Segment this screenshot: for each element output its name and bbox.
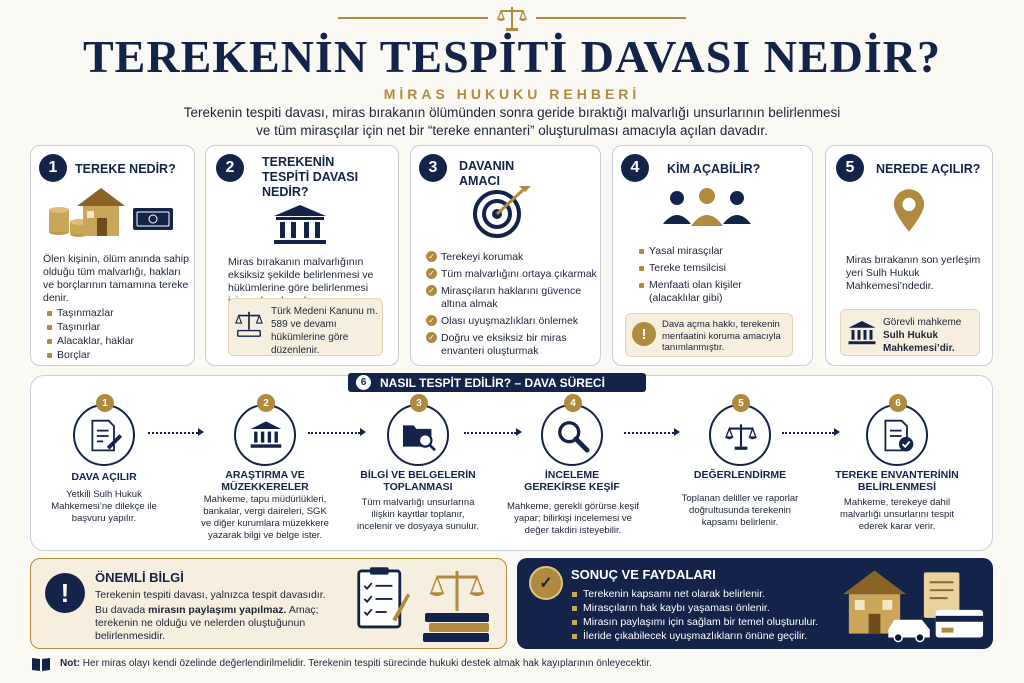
step-circle [709, 404, 771, 466]
card-text: Ölen kişinin, ölüm anında sahip olduğu tüm malvarlığı, hakları ve borçlarının tamamına tereke denir. [43, 253, 189, 304]
property-assets-icon [839, 564, 987, 644]
check-icon: ✓ [426, 285, 437, 296]
step-text: Mahkeme, terekeye dahil malvarlığı unsurlarını tespit ederek karar verir. [839, 497, 955, 532]
list-item: Terekenin kapsamı net olarak belirlenir. [583, 588, 766, 600]
list-item: ✓ Tüm malvarlığını ortaya çıkarmak [441, 268, 597, 281]
courthouse-icon [249, 420, 283, 450]
medal-check-icon: ✓ [529, 566, 563, 600]
list-item: Mirasçıların hak kaybı yaşaması önlenir. [583, 602, 770, 614]
exclamation-icon: ! [45, 573, 85, 613]
card-title: TEREKE NEDİR? [75, 162, 176, 176]
step-number: 1 [96, 394, 114, 412]
scale-of-justice-icon [724, 421, 758, 451]
important-title: ÖNEMLİ BİLGİ [95, 570, 184, 585]
card-number: 4 [621, 154, 649, 182]
step-text: Mahkeme, gerekli görürse keşif yapar; bilirkişi incelemesi ve değer takdiri isteyebilir. [507, 501, 639, 536]
step-title: ARAŞTIRMA VE MÜZEKKERELER [221, 469, 309, 493]
card-title-line: TEREKENİN [262, 155, 335, 169]
card-title-line: DAVANIN [459, 159, 515, 173]
list-item: Menfaati olan kişiler (alacaklılar gibi) [649, 279, 769, 305]
step-title: DAVA AÇILIR [71, 471, 137, 483]
footnote: Not: Her miras olayı kendi özelinde değerlendirilmelidir. Terekenin tespiti sürecinde hukuki destek almak hak kayıplarının önleyecektir. [60, 658, 652, 669]
courthouse-icon [847, 320, 877, 346]
list-item: ✓ Doğru ve eksiksiz bir miras envanteri oluşturmak [441, 332, 591, 358]
location-pin-icon [892, 188, 926, 234]
check-icon: ✓ [426, 268, 437, 279]
card-number: 5 [836, 154, 864, 182]
list-item: ✓ Terekeyi korumak [441, 251, 523, 264]
law-note-box [228, 298, 383, 356]
connector-arrow [674, 428, 680, 436]
card-dava-nedir [205, 145, 399, 366]
card-title-line: TESPİTİ DAVASI [262, 170, 359, 184]
card-title: NEREDE AÇILIR? [876, 162, 981, 176]
court-note-box [840, 309, 980, 356]
connector-dots [308, 432, 360, 434]
step-number: 2 [257, 394, 275, 412]
folder-search-icon [401, 420, 437, 452]
results-title: SONUÇ VE FAYDALARI [571, 567, 716, 582]
connector-arrow [516, 428, 522, 436]
list-item: Yasal mirasçılar [649, 245, 723, 257]
results-panel [517, 558, 993, 649]
right-note-text: Dava açma hakkı, terekenin menfaatini koruma amacıyla tanımlanmıştır. [662, 319, 781, 353]
connector-arrow [198, 428, 204, 436]
card-number: 3 [419, 154, 447, 182]
magnifier-icon [556, 419, 590, 453]
step-title: DEĞERLENDİRME [693, 469, 787, 481]
people-icon [657, 188, 757, 228]
exclamation-icon: ! [632, 322, 656, 346]
list-item: Alacaklar, haklar [57, 335, 135, 347]
card-number: 2 [216, 154, 244, 182]
law-note-text: Türk Medeni Kanunu m. 589 ve devamı hükümlerine göre düzenlenir. [271, 306, 378, 356]
list-item: Taşınırlar [57, 321, 101, 333]
document-pen-icon [87, 418, 123, 454]
card-kim-acabilir [612, 145, 813, 366]
connector-dots [782, 432, 834, 434]
step-title: İNCELEME GEREKİRSE KEŞİF [524, 469, 620, 493]
connector-arrow [360, 428, 366, 436]
page-subtitle: MİRAS HUKUKU REHBERİ [383, 86, 641, 102]
step-circle [234, 404, 296, 466]
header-rule-left [338, 17, 488, 19]
step-circle [387, 404, 449, 466]
header-rule-right [536, 17, 686, 19]
card-title: KİM AÇABİLİR? [667, 162, 761, 176]
step-circle [541, 404, 603, 466]
list-item: Taşınmazlar [57, 307, 114, 319]
step-text: Tüm malvarlığı unsurlarına ilişkin kayıtlar toplanır, incelenir ve dosyaya sunulur. [357, 497, 479, 532]
step-number: 5 [732, 394, 750, 412]
step-text: Toplanan deliller ve raporlar doğrultusunda terekenin kapsamı belirlenir. [681, 493, 799, 528]
scale-of-justice-icon [496, 4, 528, 32]
card-text: Miras bırakanın son yerleşim yeri Sulh Hukuk Mahkemesi’ndedir. [846, 254, 981, 292]
list-item: Mirasın paylaşımı için sağlam bir temel oluşturulur. [583, 616, 819, 628]
list-item: ✓ Olası uyuşmazlıkları önlemek [441, 315, 578, 328]
step-title: BİLGİ VE BELGELERİN TOPLANMASI [360, 469, 476, 493]
list-item: İleride çıkabilecek uyuşmazlıkların önüne geçilir. [583, 630, 808, 642]
step-number: 3 [410, 394, 428, 412]
card-tereke-nedir [30, 145, 195, 366]
connector-dots [624, 432, 674, 434]
important-line1: Terekenin tespiti davası, yalnızca tespit davasıdır. [95, 589, 326, 601]
step-title: TEREKE ENVANTERİNİN BELİRLENMESİ [835, 469, 959, 493]
card-nerede-acilir [825, 145, 993, 366]
book-icon [30, 656, 52, 672]
assets-icon [47, 184, 177, 244]
page-title: TEREKENİN TESPİTİ DAVASI NEDİR? [82, 31, 941, 82]
connector-arrow [834, 428, 840, 436]
card-davanin-amaci [410, 145, 601, 366]
important-info-panel [30, 558, 507, 649]
step-number: 6 [889, 394, 907, 412]
step-circle [73, 404, 135, 466]
check-icon: ✓ [426, 315, 437, 326]
card-text: Miras bırakanın malvarlığının eksiksiz şekilde belirlenmesi ve hükümlerine göre belirlenmesi [228, 256, 374, 294]
important-line2: Bu davada mirasın paylaşımı yapılmaz. Amaç; terekenin ne olduğu ve nelerden oluştuğunun belirlenmesidir. [95, 604, 319, 642]
list-item: Borçlar [57, 349, 91, 361]
target-icon [469, 184, 533, 240]
step-text: Mahkeme, tapu müdürlükleri, bankalar, vergi daireleri, SGK ve diğer kurumlara müzekkere yazarak bilgi ve belge ister. [201, 494, 329, 541]
connector-dots [148, 432, 198, 434]
connector-dots [464, 432, 516, 434]
step-text: Yetkili Sulh Hukuk Mahkemesi’ne dilekçe ile başvuru yapılır. [51, 489, 157, 524]
step-number: 4 [564, 394, 582, 412]
card-title-line: AMACI [459, 174, 500, 188]
step-circle [866, 404, 928, 466]
intro-text: Terekenin tespiti davası, miras bırakanın ölümünden sonra geride bıraktığı malvarlığı unsurlarının belirlenmesi ve tüm mirasçılar için net bir “tereke ennanteri” oluşturulması amacıyla açılan davadır. [183, 105, 841, 138]
list-item: ✓ Mirasçıların haklarını güvence altına almak [441, 285, 591, 311]
document-check-icon [880, 418, 916, 454]
process-heading: 6 NASIL TESPİT EDİLİR? – DAVA SÜRECİ [348, 373, 646, 392]
card-title-line: NEDİR? [262, 185, 309, 199]
clipboard-checklist-icon [355, 563, 411, 633]
courthouse-icon [272, 204, 328, 246]
card-number: 1 [39, 154, 67, 182]
list-item: Tereke temsilcisi [649, 262, 727, 274]
right-note-box [625, 313, 793, 357]
process-number: 6 [356, 375, 371, 390]
scale-book-icon [234, 309, 264, 339]
court-note-text: Görevli mahkeme Sulh Hukuk Mahkemesi’dir. [883, 317, 962, 354]
books-scale-icon [417, 565, 497, 645]
check-icon: ✓ [426, 251, 437, 262]
check-icon: ✓ [426, 332, 437, 343]
